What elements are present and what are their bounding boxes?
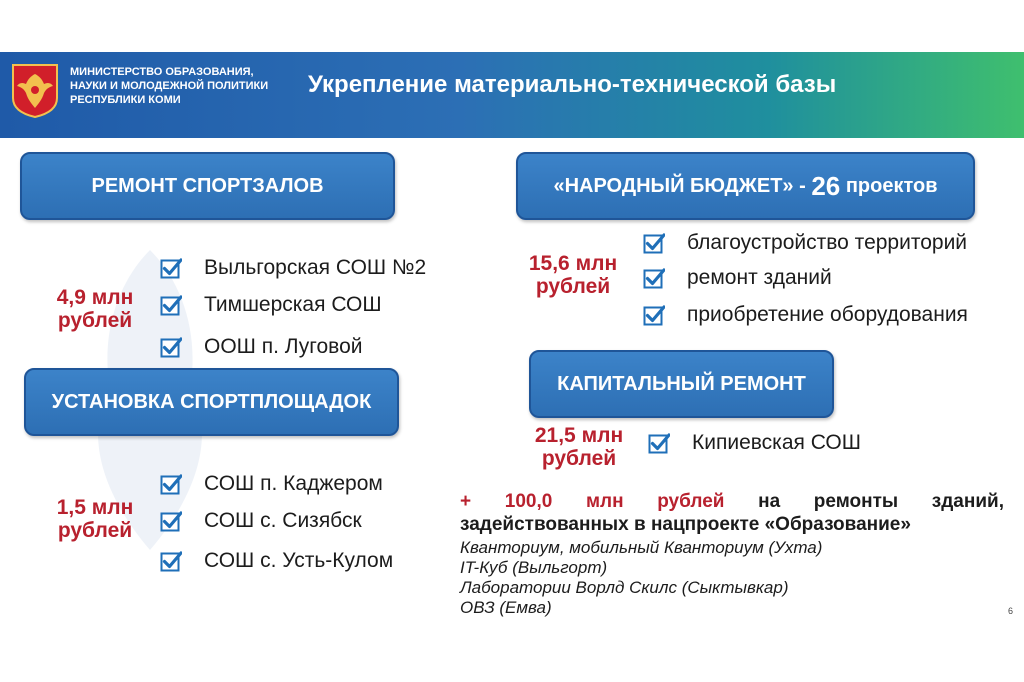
budget-amount xyxy=(520,252,626,298)
ministry-line-2: НАУКИ И МОЛОДЕЖНОЙ ПОЛИТИКИ xyxy=(70,80,269,92)
budget-heading-suffix: проектов xyxy=(840,174,938,197)
bonus-amount: + 100,0 млн рублей xyxy=(460,491,725,512)
checkbox-checked-icon xyxy=(160,550,182,572)
bonus-line-1 xyxy=(460,490,1004,513)
capital-amount xyxy=(522,424,636,470)
capital-heading-label: КАПИТАЛЬНЫЙ РЕМОНТ xyxy=(557,372,806,395)
list-item-label: ремонт зданий xyxy=(687,266,832,289)
list-item-label: СОШ с. Сизябск xyxy=(204,509,362,532)
checkbox-checked-icon xyxy=(643,232,665,254)
capital-amount-value: 21,5 млн xyxy=(534,424,624,447)
list-item xyxy=(160,472,383,496)
list-item xyxy=(160,256,426,280)
gyms-amount-unit: рублей xyxy=(57,309,133,332)
grounds-amount-value: 1,5 млн xyxy=(56,496,134,519)
list-item xyxy=(160,549,393,573)
checkbox-checked-icon xyxy=(160,294,182,316)
bonus-note: IT-Куб (Выльгорт) xyxy=(460,558,608,577)
bonus-note: Лаборатории Ворлд Скилс (Сыктывкар) xyxy=(460,578,789,597)
list-item-label: СОШ с. Усть-Кулом xyxy=(204,549,394,572)
bonus-line-1-text: на ремонты зданий, xyxy=(724,491,1004,512)
list-item xyxy=(648,431,861,455)
bonus-note: Кванториум, мобильный Кванториум (Ухта) xyxy=(460,538,823,557)
capital-amount-unit: рублей xyxy=(541,447,617,470)
ministry-name xyxy=(70,65,290,107)
capital-heading xyxy=(529,350,834,418)
budget-heading-prefix: «НАРОДНЫЙ БЮДЖЕТ» - xyxy=(553,174,812,197)
grounds-amount xyxy=(40,496,150,542)
grounds-amount-unit: рублей xyxy=(57,519,133,542)
ministry-line-3: РЕСПУБЛИКИ КОМИ xyxy=(70,94,181,106)
list-item xyxy=(160,293,382,317)
grounds-heading xyxy=(24,368,399,436)
komi-emblem-icon xyxy=(10,62,60,118)
list-item xyxy=(160,335,363,359)
checkbox-checked-icon xyxy=(643,304,665,326)
list-item xyxy=(160,509,362,533)
gyms-heading-label: РЕМОНТ СПОРТЗАЛОВ xyxy=(91,174,324,197)
list-item xyxy=(643,231,967,255)
checkbox-checked-icon xyxy=(160,473,182,495)
bonus-notes xyxy=(460,538,822,618)
grounds-heading-label: УСТАНОВКА СПОРТПЛОЩАДОК xyxy=(51,390,372,413)
checkbox-checked-icon xyxy=(643,267,665,289)
slide-title: Укрепление материально-технической базы xyxy=(308,71,837,98)
budget-heading-number: 26 xyxy=(811,170,841,201)
bonus-note: ОВЗ (Емва) xyxy=(460,598,552,617)
list-item-label: Тимшерская СОШ xyxy=(204,293,382,316)
gyms-amount-value: 4,9 млн xyxy=(56,286,134,309)
list-item-label: Выльгорская СОШ №2 xyxy=(204,256,427,279)
budget-heading xyxy=(516,152,975,220)
list-item-label: приобретение оборудования xyxy=(687,303,968,326)
list-item xyxy=(643,266,832,290)
checkbox-checked-icon xyxy=(160,336,182,358)
page-number: 6 xyxy=(1008,606,1014,616)
checkbox-checked-icon xyxy=(160,510,182,532)
list-item-label: ООШ п. Луговой xyxy=(204,335,363,358)
checkbox-checked-icon xyxy=(648,432,670,454)
bonus-line-2: задействованных в нацпроекте «Образование» xyxy=(460,514,911,535)
ministry-line-1: МИНИСТЕРСТВО ОБРАЗОВАНИЯ, xyxy=(70,66,254,78)
list-item-label: благоустройство территорий xyxy=(687,231,968,254)
list-item xyxy=(643,303,968,327)
gyms-amount xyxy=(40,286,150,332)
budget-amount-unit: рублей xyxy=(535,275,611,298)
gyms-heading xyxy=(20,152,395,220)
list-item-label: Кипиевская СОШ xyxy=(692,431,861,454)
bonus-statement xyxy=(460,490,1004,536)
checkbox-checked-icon xyxy=(160,257,182,279)
list-item-label: СОШ п. Каджером xyxy=(204,472,383,495)
budget-amount-value: 15,6 млн xyxy=(528,252,618,275)
